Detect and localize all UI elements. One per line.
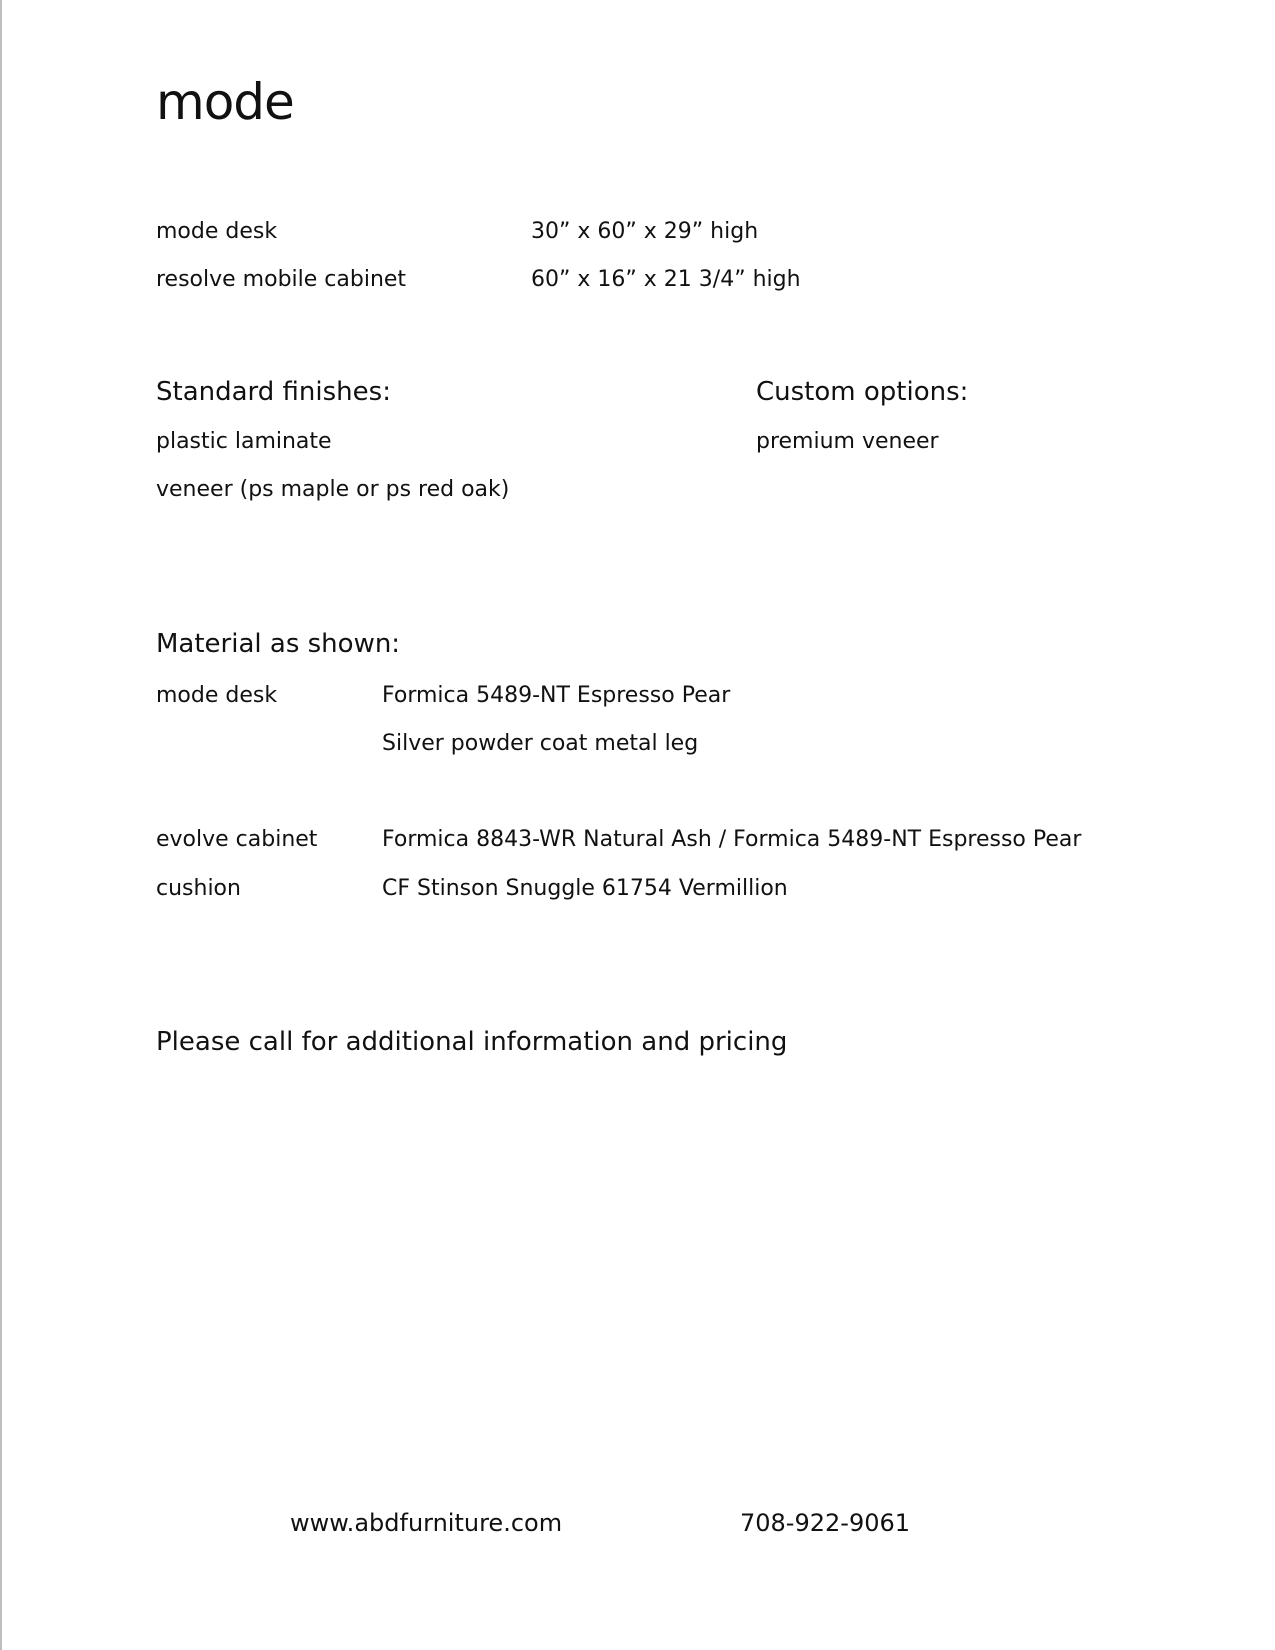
material-item-value: Silver powder coat metal leg bbox=[382, 731, 699, 756]
material-item-label: mode desk bbox=[156, 683, 278, 708]
website-link[interactable]: www.abdfurniture.com bbox=[290, 1509, 563, 1537]
page-left-edge bbox=[0, 0, 2, 1650]
standard-finish-item: veneer (ps maple or ps red oak) bbox=[156, 477, 510, 502]
custom-options-heading: Custom options: bbox=[756, 377, 969, 407]
material-item-label: evolve cabinet bbox=[156, 827, 318, 852]
page-title: mode bbox=[156, 73, 294, 131]
material-item-value: CF Stinson Snuggle 61754 Vermillion bbox=[382, 876, 788, 901]
material-item-label: cushion bbox=[156, 876, 241, 901]
call-for-pricing-note: Please call for additional information and pricing bbox=[156, 1027, 788, 1057]
material-heading: Material as shown: bbox=[156, 629, 401, 659]
standard-finish-item: plastic laminate bbox=[156, 429, 332, 454]
dimension-item-size: 30” x 60” x 29” high bbox=[531, 219, 759, 244]
custom-option-item: premium veneer bbox=[756, 429, 939, 454]
standard-finishes-heading: Standard finishes: bbox=[156, 377, 391, 407]
dimension-item-label: mode desk bbox=[156, 219, 278, 244]
material-item-value: Formica 5489-NT Espresso Pear bbox=[382, 683, 731, 708]
dimension-item-label: resolve mobile cabinet bbox=[156, 267, 407, 292]
dimension-item-size: 60” x 16” x 21 3/4” high bbox=[531, 267, 801, 292]
phone-number: 708-922-9061 bbox=[740, 1509, 911, 1537]
material-item-value: Formica 8843-WR Natural Ash / Formica 5489-NT Espresso Pear bbox=[382, 827, 1082, 852]
